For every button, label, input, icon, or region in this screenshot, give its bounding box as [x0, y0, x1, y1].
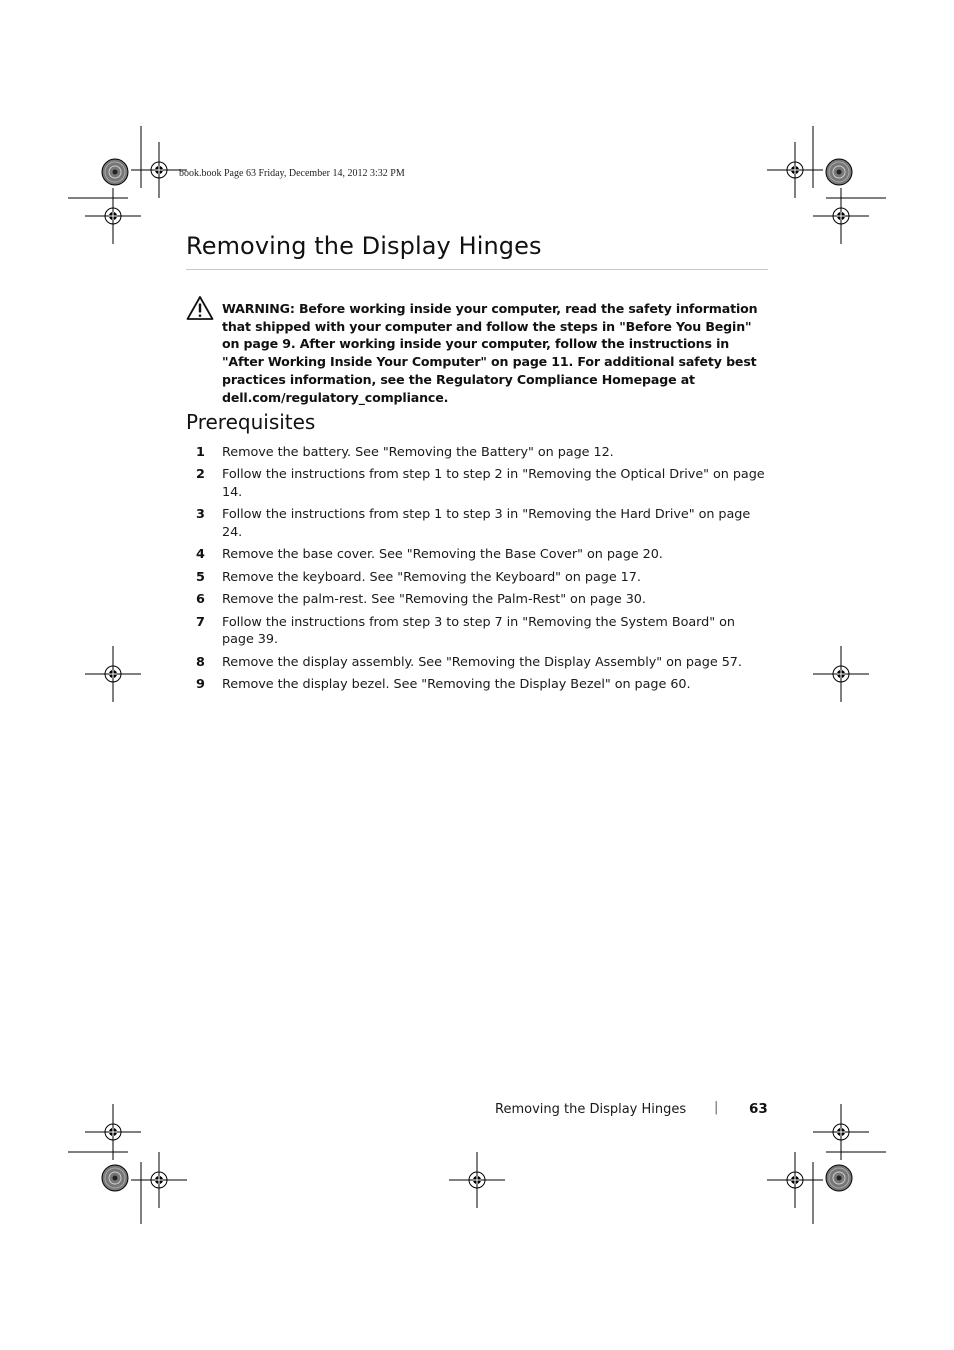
step-number: 3: [196, 507, 205, 523]
warning-icon: [186, 295, 214, 321]
step-item: [186, 546, 770, 564]
step-item: [186, 654, 770, 672]
step-number: 1: [196, 445, 205, 460]
footer-page-number: 63: [749, 1101, 768, 1117]
step-item: [186, 591, 770, 609]
step-item: [186, 614, 770, 649]
footer-separator: |: [714, 1100, 719, 1115]
step-text: Follow the instructions from step 3 to step 7 in "Removing the System Board" on page 39.: [222, 614, 735, 648]
footer-section-title: Removing the Display Hinges: [495, 1102, 687, 1117]
title-divider: [186, 269, 768, 270]
step-item: [186, 444, 770, 462]
step-number: 6: [196, 592, 205, 608]
step-text: Remove the display bezel. See "Removing the Display Bezel" on page 60.: [222, 676, 691, 692]
step-item: [186, 676, 770, 694]
prerequisite-steps: [186, 444, 770, 698]
prerequisites-heading: Prerequisites: [186, 410, 316, 434]
step-item: [186, 569, 770, 587]
step-text: Remove the keyboard. See "Removing the Keyboard" on page 17.: [222, 569, 641, 585]
step-number: 8: [196, 654, 205, 670]
step-item: [186, 506, 770, 541]
step-number: 2: [196, 467, 205, 483]
page-title: Removing the Display Hinges: [186, 232, 542, 260]
step-number: 9: [196, 676, 205, 692]
step-item: [186, 466, 770, 501]
step-text: Remove the battery. See "Removing the Battery" on page 12.: [222, 445, 614, 460]
step-number: 4: [196, 547, 205, 563]
step-number: 5: [196, 569, 205, 585]
step-text: Follow the instructions from step 1 to step 2 in "Removing the Optical Drive" on page 14.: [222, 467, 765, 500]
step-text: Remove the display assembly. See "Removing the Display Assembly" on page 57.: [222, 654, 742, 670]
step-text: Remove the base cover. See "Removing the Base Cover" on page 20.: [222, 547, 663, 563]
print-slug-line: book.book Page 63 Friday, December 14, 2012 3:32 PM: [179, 168, 405, 179]
step-text: Follow the instructions from step 1 to step 3 in "Removing the Hard Drive" on page 24.: [222, 507, 751, 540]
step-number: 7: [196, 614, 205, 630]
safety-warning-text: WARNING: Before working inside your computer, read the safety information that shipped with your computer and follow the steps in "Before You Begin" on page 9. After working inside your computer, follow the instructions in "After Working Inside Your Computer" on page 11. For additional safety best practices information, see the Regulatory Compliance Homepage at dell.com/regulatory_compliance.: [222, 301, 758, 405]
step-text: Remove the palm-rest. See "Removing the Palm-Rest" on page 30.: [222, 592, 646, 608]
